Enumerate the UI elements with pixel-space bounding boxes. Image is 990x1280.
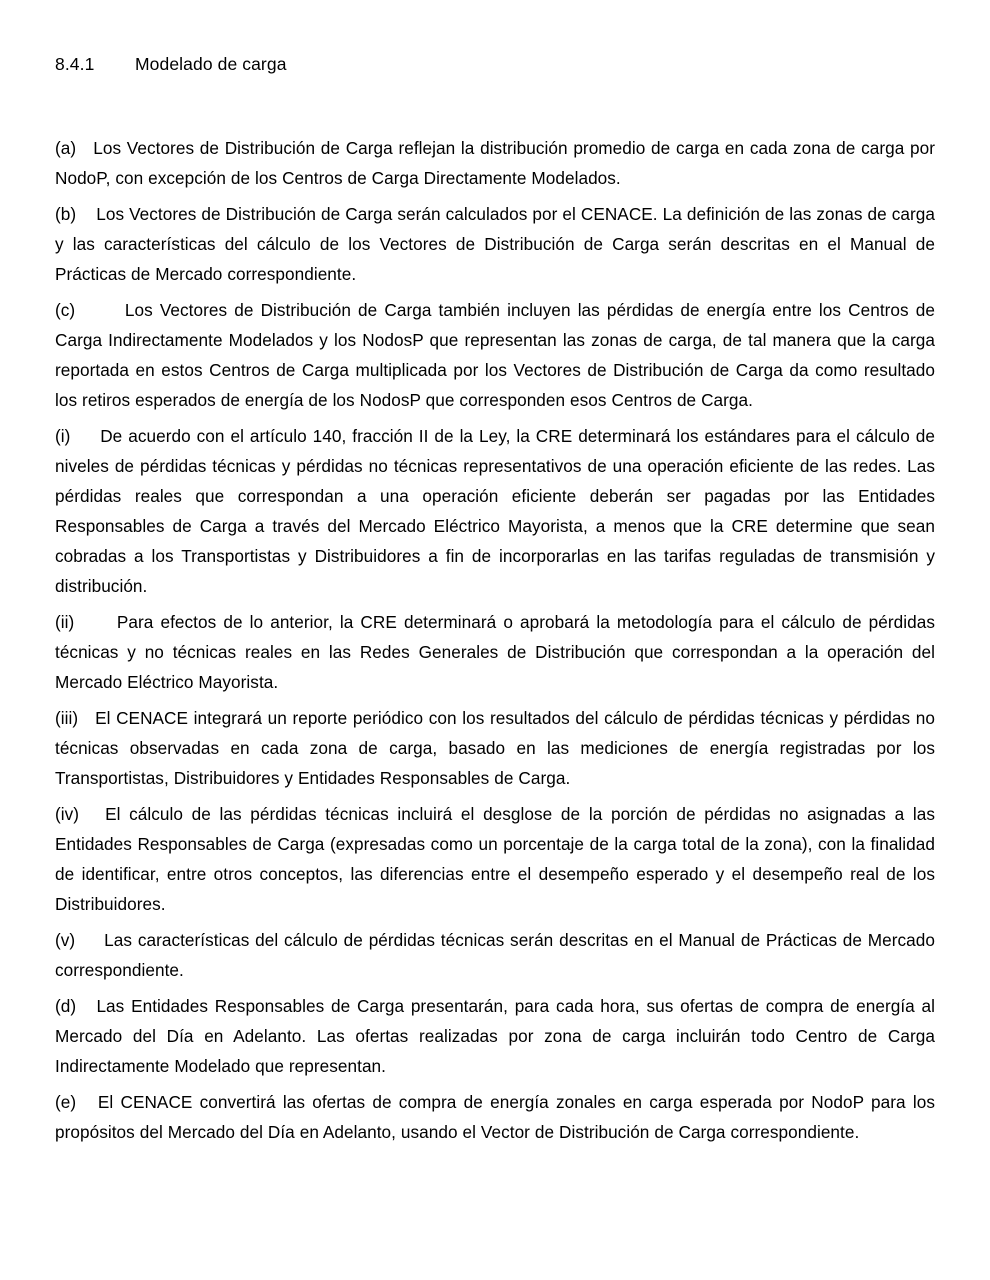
paragraph-list (55, 133, 935, 1147)
paragraph (55, 295, 935, 415)
document-content (55, 0, 935, 1147)
paragraph-marker: (i) (55, 426, 71, 446)
paragraph-text: Los Vectores de Distribución de Carga también incluyen las pérdidas de energía entre los Centros de Carga Indirectamente Modelados y los NodosP que representan las zonas de carga, de tal manera que la carga reportada en estos Centros de Carga multiplicada por los Vectores de Distribución de Carga da como resultado los retiros esperados de energía de los NodosP que corresponden esos Centros de Carga. (55, 300, 935, 410)
paragraph-text: Las Entidades Responsables de Carga presentarán, para cada hora, sus ofertas de compra de energía al Mercado del Día en Adelanto. Las ofertas realizadas por zona de carga incluirán todo Centro de Carga Indirectamente Modelado que representan. (55, 996, 936, 1076)
paragraph-marker-gap (76, 138, 93, 158)
paragraph (55, 991, 935, 1081)
paragraph-text: Las características del cálculo de pérdidas técnicas serán descritas en el Manual de Prácticas de Mercado correspondiente. (55, 930, 935, 980)
paragraph-marker-gap (79, 804, 105, 824)
paragraph (55, 703, 935, 793)
paragraph-marker-gap (78, 708, 95, 728)
paragraph-marker: (iv) (55, 804, 80, 824)
paragraph-marker-gap (76, 996, 96, 1016)
paragraph (55, 133, 935, 193)
paragraph-marker: (c) (55, 300, 76, 320)
paragraph-marker-gap (76, 1092, 98, 1112)
section-heading (55, 0, 935, 77)
paragraph-text: De acuerdo con el artículo 140, fracción II de la Ley, la CRE determinará los estándares para el cálculo de niveles de pérdidas técnicas y pérdidas no técnicas representativos de una operación eficiente de las redes. Las pérdidas reales que correspondan a una operación eficiente deberán ser pagadas por las Entidades Responsables de Carga a través del Mercado Eléctrico Mayorista, a menos que la CRE determine que sean cobradas a los Transportistas y Distribuidores a fin de incorporarlas en las tarifas reguladas de transmisión y distribución. (55, 426, 935, 596)
paragraph-marker: (e) (55, 1092, 77, 1112)
paragraph-text: El cálculo de las pérdidas técnicas incluirá el desglose de la porción de pérdidas no asignadas a las Entidades Responsables de Carga (expresadas como un porcentaje de la carga total de la zona), con la finalidad de identificar, entre otros conceptos, las diferencias entre el desempeño esperado y el desempeño real de los Distribuidores. (55, 804, 935, 914)
paragraph-marker-gap (70, 426, 100, 446)
paragraph (55, 1087, 935, 1147)
paragraph-marker-gap (75, 300, 125, 320)
paragraph-text: Los Vectores de Distribución de Carga serán calculados por el CENACE. La definición de las zonas de carga y las características del cálculo de los Vectores de Distribución de Carga serán descritas en el Manual de Prácticas de Mercado correspondiente. (55, 204, 936, 284)
paragraph-marker: (d) (55, 996, 77, 1016)
paragraph (55, 925, 935, 985)
paragraph-marker: (ii) (55, 612, 75, 632)
paragraph (55, 199, 935, 289)
section-number: 8.4.1 (55, 54, 95, 74)
paragraph-marker: (a) (55, 138, 77, 158)
paragraph-text: El CENACE integrará un reporte periódico con los resultados del cálculo de pérdidas técnicas y pérdidas no técnicas observadas en cada zona de carga, basado en las mediciones de energía registradas por los Transportistas, Distribuidores y Entidades Responsables de Carga. (55, 708, 935, 788)
paragraph-text: Para efectos de lo anterior, la CRE determinará o aprobará la metodología para el cálculo de pérdidas técnicas y no técnicas reales en las Redes Generales de Distribución que correspondan a la operación del Mercado Eléctrico Mayorista. (55, 612, 935, 692)
paragraph-marker: (iii) (55, 708, 79, 728)
paragraph-marker-gap (74, 612, 117, 632)
section-title: Modelado de carga (135, 54, 287, 74)
paragraph-marker-gap (76, 204, 96, 224)
paragraph (55, 421, 935, 601)
paragraph-marker-gap (75, 930, 104, 950)
paragraph-marker: (v) (55, 930, 76, 950)
paragraph-text: Los Vectores de Distribución de Carga reflejan la distribución promedio de carga en cada zona de carga por NodoP, con excepción de los Centros de Carga Directamente Modelados. (55, 138, 935, 188)
paragraph (55, 607, 935, 697)
paragraph-text: El CENACE convertirá las ofertas de compra de energía zonales en carga esperada por NodoP para los propósitos del Mercado del Día en Adelanto, usando el Vector de Distribución de Carga correspondiente. (55, 1092, 935, 1142)
paragraph-marker: (b) (55, 204, 77, 224)
paragraph (55, 799, 935, 919)
